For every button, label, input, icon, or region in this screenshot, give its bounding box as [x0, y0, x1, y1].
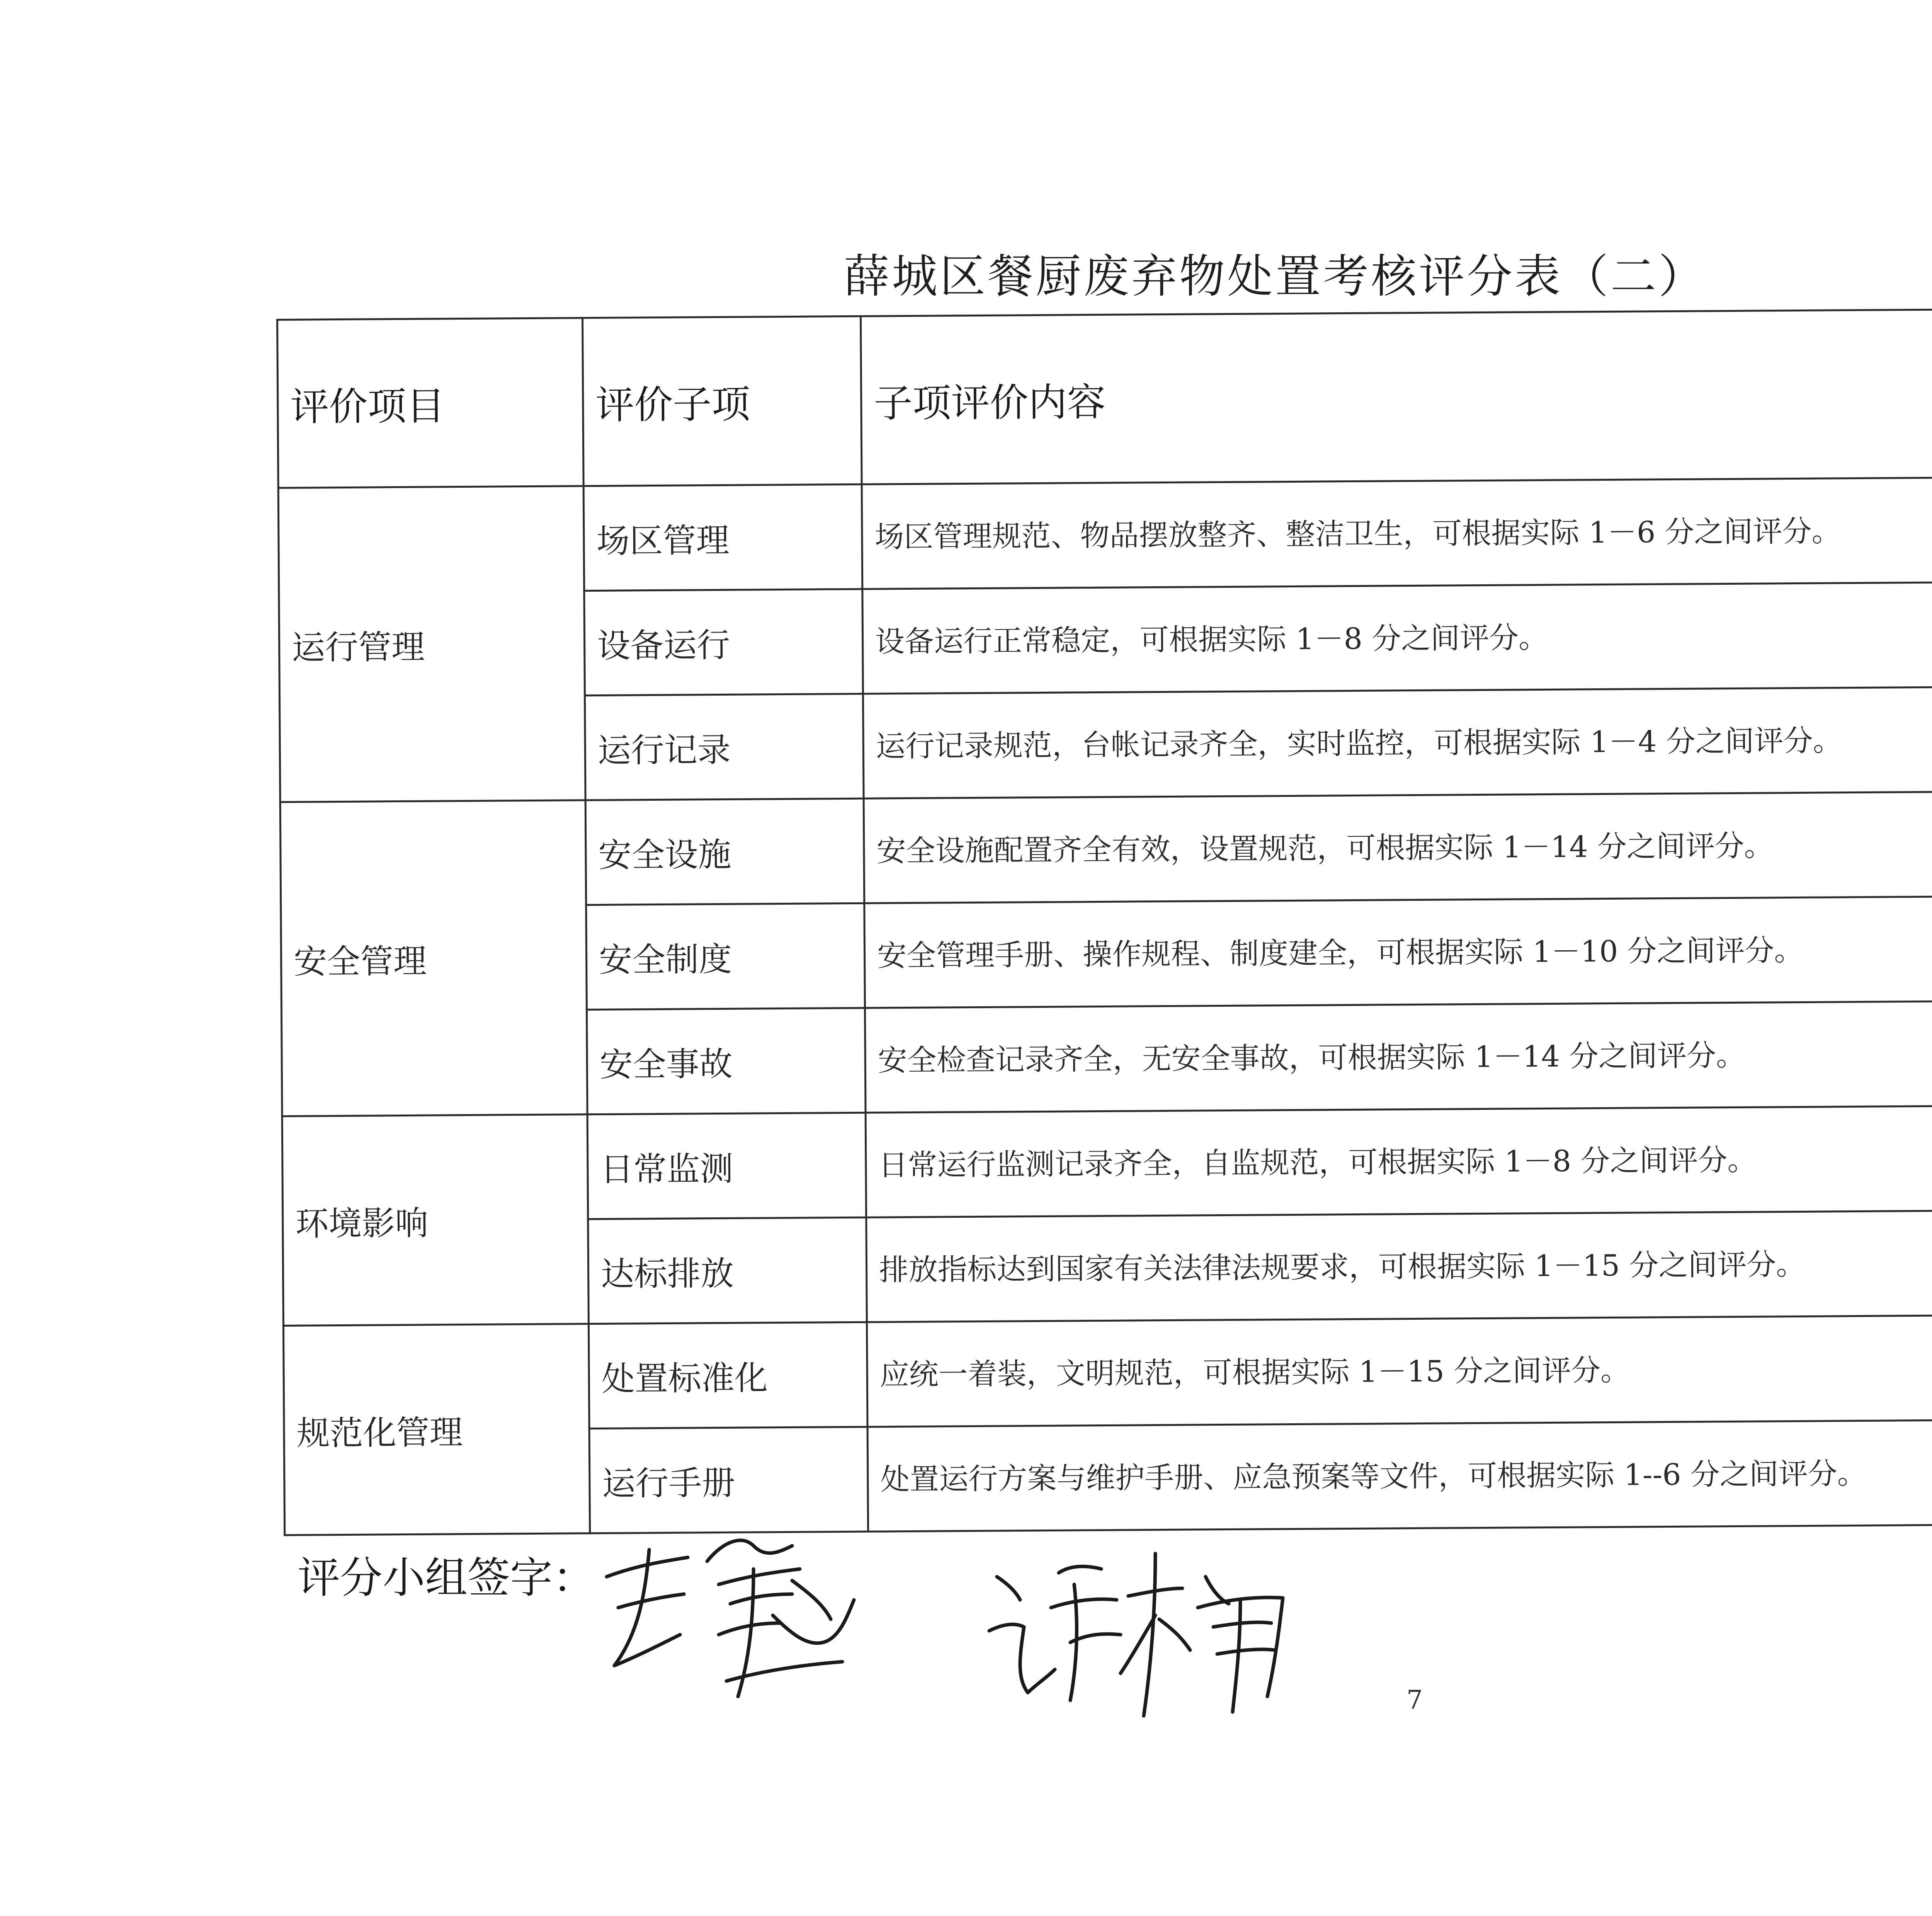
document-title: 薛城区餐厨废弃物处置考核评分表（二） — [844, 250, 1706, 303]
subitem-cell: 运行手册 — [589, 1427, 868, 1533]
category-cell: 环境影响 — [282, 1115, 588, 1326]
handwritten-signature — [591, 1519, 869, 1720]
content-cell: 运行记录规范，台帐记录齐全，实时监控，可根据实际 1－4 分之间评分。 — [863, 686, 1932, 798]
category-cell: 安全管理 — [280, 800, 587, 1116]
table-row — [283, 1312, 1932, 1430]
subitem-cell: 运行记录 — [585, 694, 864, 800]
content-cell: 排放指标达到国家有关法律法规要求，可根据实际 1－15 分之间评分。 — [866, 1210, 1932, 1322]
content-cell: 安全管理手册、操作规程、制度建全，可根据实际 1－10 分之间评分。 — [864, 896, 1932, 1008]
subitem-cell: 场区管理 — [583, 484, 862, 590]
content-cell: 安全检查记录齐全，无安全事故，可根据实际 1－14 分之间评分。 — [865, 1001, 1932, 1113]
table-row — [280, 788, 1932, 907]
handwritten-signature — [974, 1530, 1321, 1731]
subitem-cell: 设备运行 — [584, 589, 863, 695]
category-cell: 规范化管理 — [283, 1324, 590, 1535]
content-cell: 安全设施配置齐全有效，设置规范，可根据实际 1－14 分之间评分。 — [864, 791, 1932, 903]
signature-label: 评分小组签字： — [298, 1553, 595, 1603]
content-cell: 处置运行方案与维护手册、应急预案等文件，可根据实际 1--6 分之间评分。 — [867, 1419, 1932, 1531]
subitem-cell: 安全事故 — [587, 1008, 866, 1114]
content-cell: 场区管理规范、物品摆放整齐、整洁卫生，可根据实际 1－6 分之间评分。 — [862, 477, 1932, 589]
subitem-cell: 日常监测 — [587, 1113, 866, 1219]
content-cell: 应统一着装，文明规范，可根据实际 1－15 分之间评分。 — [867, 1315, 1932, 1427]
content-cell: 设备运行正常稳定，可根据实际 1－8 分之间评分。 — [862, 582, 1932, 694]
content-cell: 日常运行监测记录齐全，自监规范，可根据实际 1－8 分之间评分。 — [866, 1105, 1932, 1217]
subitem-cell: 达标排放 — [588, 1217, 867, 1324]
table-row — [282, 1103, 1932, 1221]
table-header-row — [277, 306, 1932, 488]
page-number: 7 — [1406, 1685, 1423, 1715]
category-cell: 运行管理 — [278, 486, 585, 802]
header-subitem: 评价子项 — [583, 316, 862, 486]
header-content: 子项评价内容 — [861, 309, 1932, 484]
subitem-cell: 安全制度 — [586, 903, 865, 1009]
subitem-cell: 安全设施 — [585, 798, 864, 905]
table-row — [278, 474, 1932, 592]
subitem-cell: 处置标准化 — [588, 1322, 867, 1428]
header-category: 评价项目 — [277, 318, 584, 488]
score-table — [276, 305, 1932, 1536]
